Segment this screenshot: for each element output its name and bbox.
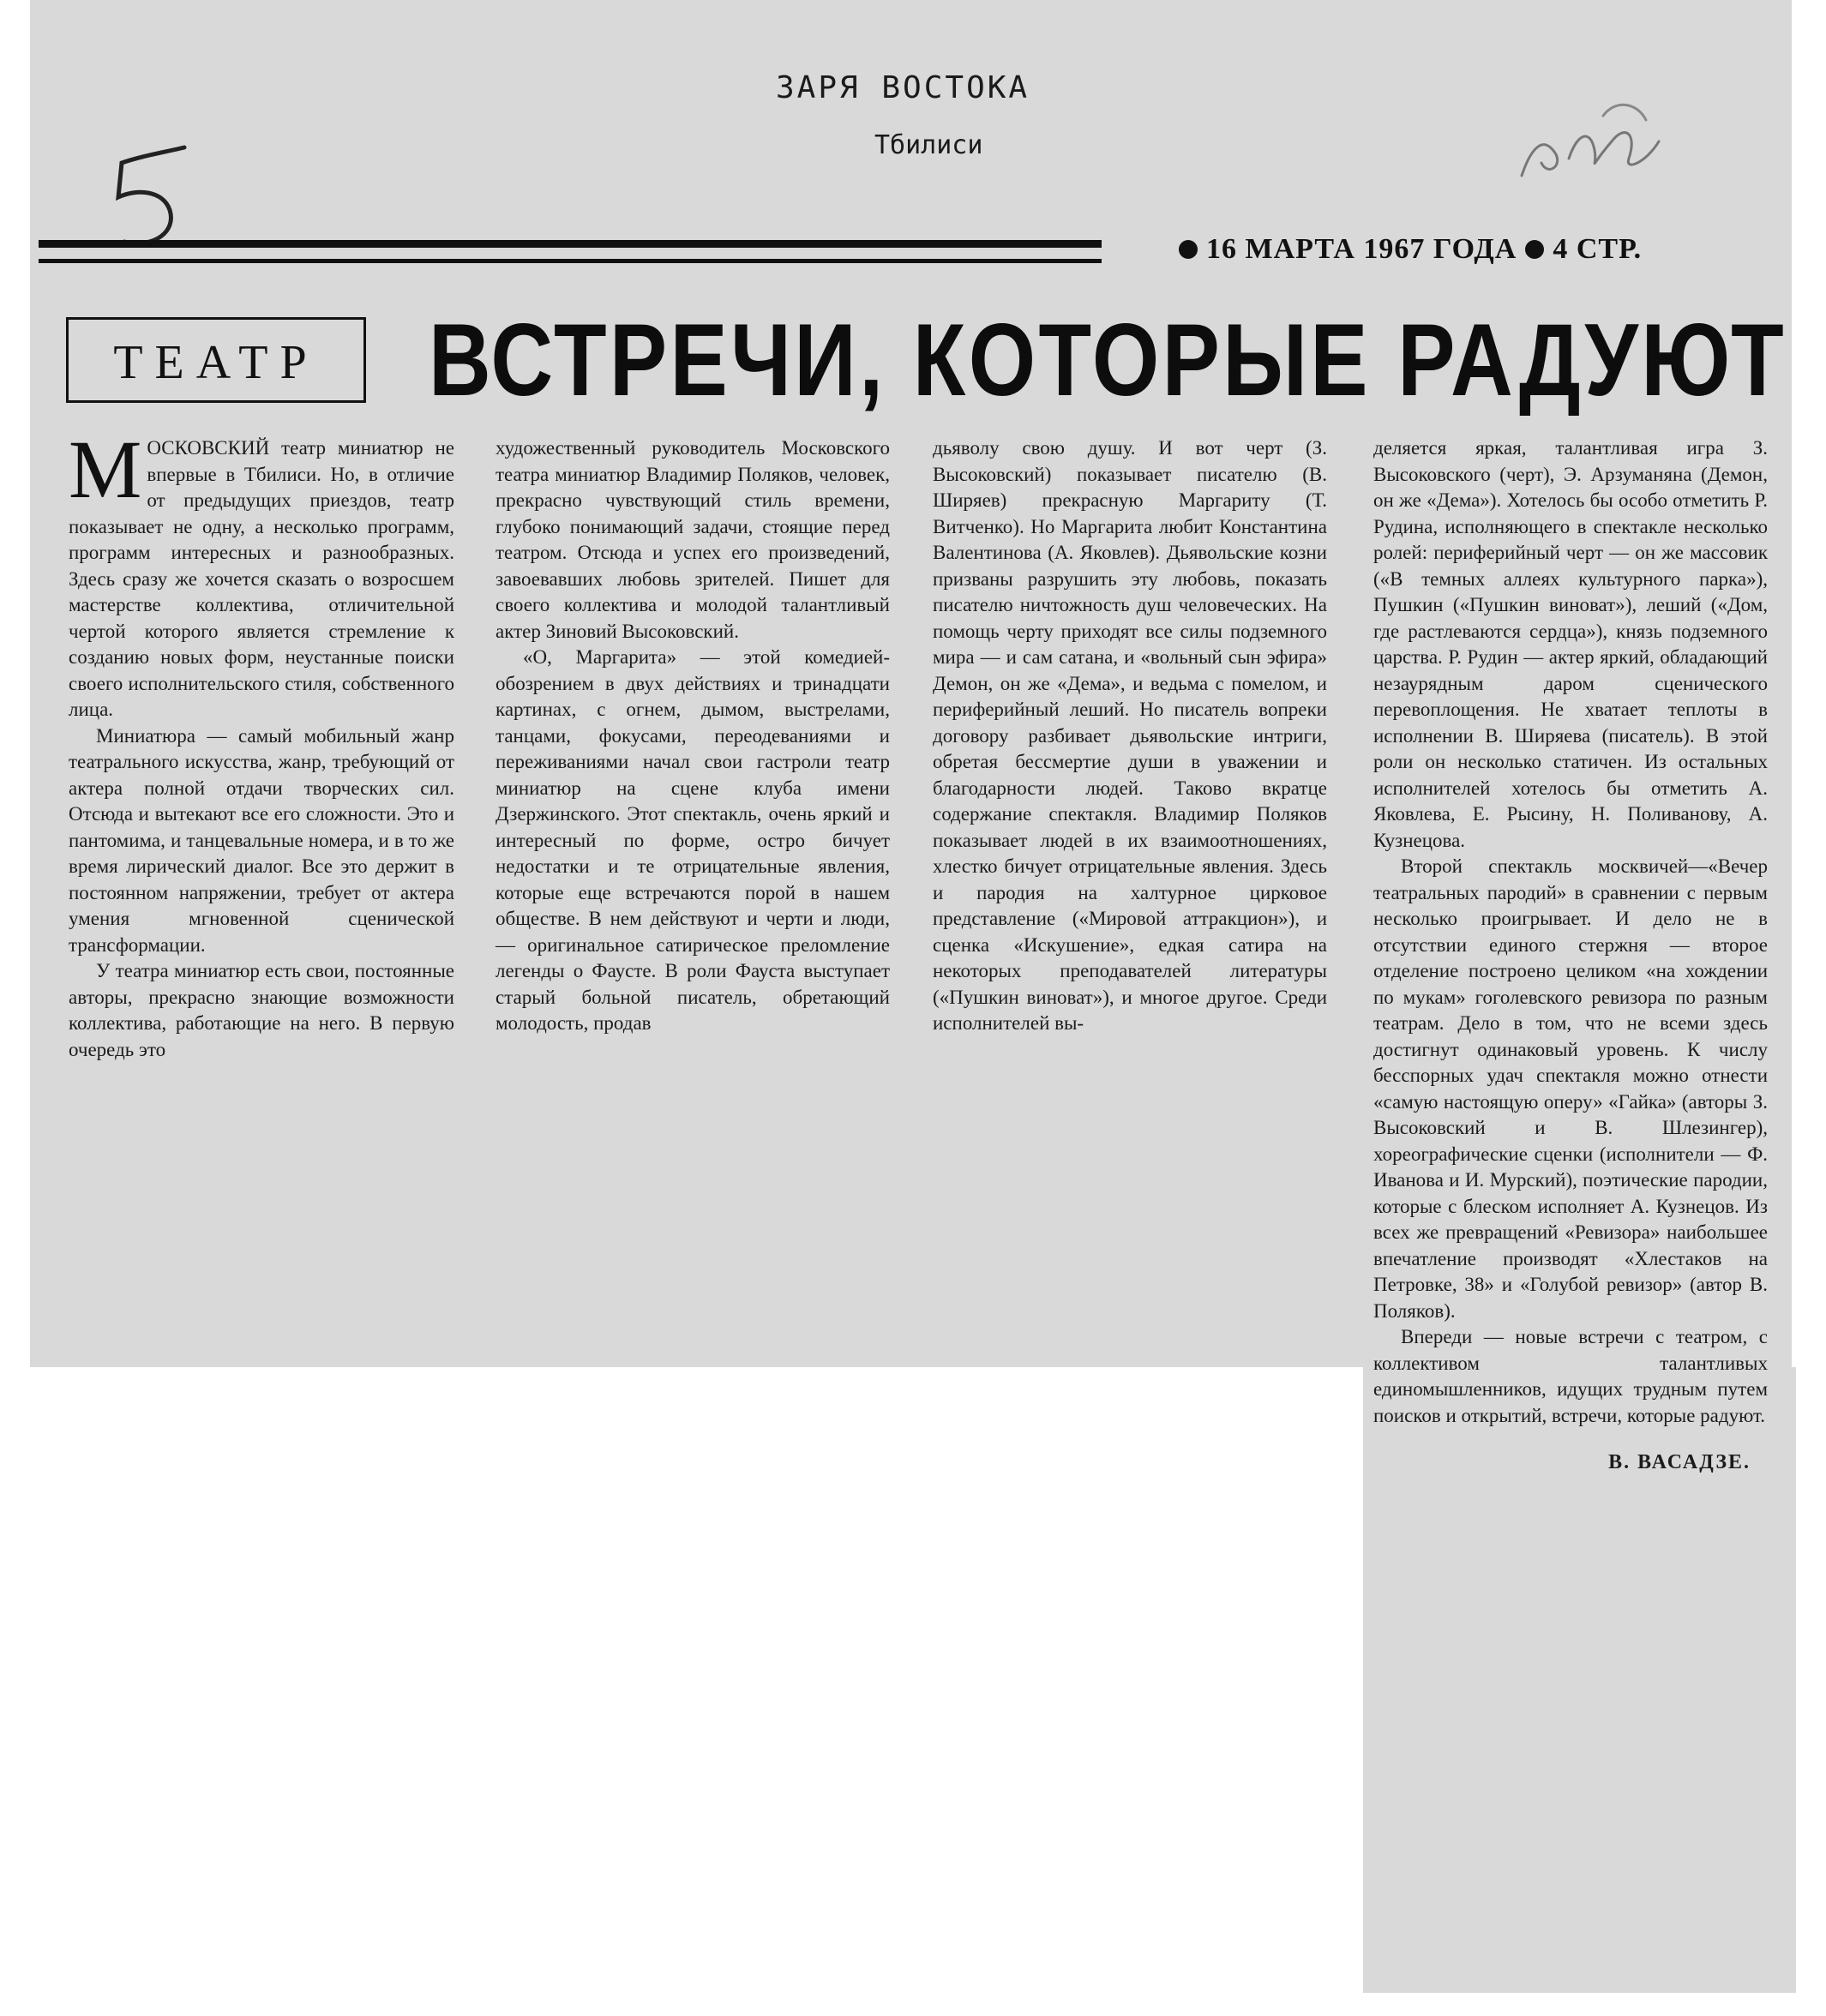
paragraph: У театра миниатюр есть свои, постоянные авторы, прекрасно знающие возможности коллектива, работающие на него. В первую очередь это	[69, 960, 454, 1060]
headline: ВСТРЕЧИ, КОТОРЫЕ РАДУЮТ	[429, 303, 1787, 417]
section-label: ТЕАТР	[113, 336, 319, 389]
paragraph: Миниатюра — самый мобильный жанр театрального искусства, жанр, требующий от актера полной отдачи творческих сил. Отсюда и вытекают все его сложности. Это и пантомима, и танцевальные номера, и в то же время лирический диалог. Все это держит в постоянном напряжении, требует от актера умения мгновенной сценической трансформации.	[69, 724, 454, 956]
article-column-1	[69, 423, 454, 1063]
bullet-icon	[1525, 240, 1544, 259]
paragraph: художественный руководитель Московского театра миниатюр Владимир Поляков, человек, прекрасно чувствующий стиль времени, глубоко понимающий задачи, стоящие перед театром. Отсюда и успех его произведений, завоевавших любовь зрителей. Пишет для своего коллектива и молодой талантливый актер Зиновий Высоковский.	[496, 437, 890, 642]
bullet-icon	[1179, 240, 1198, 259]
city-stamp: Тбилиси	[874, 130, 983, 160]
handwritten-number-five	[103, 137, 197, 257]
paragraph: Впереди — новые встречи с театром, с коллективом талантливых единомышленников, идущих трудным путем поисков и открытий, встречи, которые радуют.	[1373, 1326, 1768, 1426]
paragraph: дьяволу свою душу. И вот черт (З. Высоковский) показывает писателю (В. Ширяев) прекрасную Маргариту (Т. Витченко). Но Маргарита любит Константина Валентинова (А. Яковлев). Дьявольские козни призваны разрушить эту любовь, показать писателю ничтожность душ человеческих. На помощь черту приходят все силы подземного мира — и сам сатана, и «вольный сын эфира» Демон, он же «Дема», и ведьма с помелом, и периферийный леший. Но писатель вопреки договору разбивает дьявольские интриги, обретая бессмертие души в уважении и благодарности людей. Таково вкратце содержание спектакля. Владимир Поляков показывает людей в их взаимоотношениях, хлестко бичует отрицательные явления. Здесь и пародия на халтурное цирковое представление («Мировой аттракцион»), и сценка «Искушение», едкая сатира на некоторых преподавателей литературы («Пушкин виноват»), и многое другое. Среди исполнителей вы-	[933, 437, 1327, 1034]
issue-date: 16 МАРТА 1967 ГОДА	[1206, 233, 1517, 265]
dateline	[1170, 233, 1642, 266]
masthead-rule-thick	[39, 240, 1102, 248]
handwritten-note-scribble	[1509, 81, 1672, 210]
drop-cap: М	[69, 423, 142, 515]
section-label-box	[66, 317, 366, 403]
paragraph: «О, Маргарита» — этой комедией-обозрением в двух действиях и тринадцати картинах, с огнем, дымом, выстрелами, танцами, фокусами, переодеваниями и переживаниями начал свои гастроли театр миниатюр на сцене клуба имени Дзержинского. Этот спектакль, очень яркий и интересный по форме, остро бичует недостатки и те отрицательные явления, которые еще встречаются порой в нашем обществе. В нем действуют и черти и люди, — оригинальное сатирическое преломление легенды о Фаусте. В роли Фауста выступает старый больной писатель, обретающий молодость, продав	[496, 646, 890, 1034]
article-column-4	[1373, 435, 1768, 1476]
author-signature: В. ВАСАДЗЕ.	[1608, 1451, 1751, 1473]
paragraph: Второй спектакль москвичей—«Вечер театральных пародий» в сравнении с первым несколько проигрывает. И дело не в отсутствии единого стержня — второе отделение построено целиком «на хождении по мукам» гоголевского ревизора по разным театрам. Дело в том, что не всеми здесь достигнут одинаковый уровень. К числу бесспорных удач спектакля можно отнести «самую настоящую оперу» «Гайка» (авторы З. Высоковский и В. Шлезингер), хореографические сценки (исполнители — Ф. Иванова и И. Мурский), поэтические пародии, которые с блеском исполняет А. Кузнецов. Из всех же превращений «Ревизора» наибольшее впечатление производят «Хлестаков на Петровке, 38» и «Голубой ревизор» (автор В. Поляков).	[1373, 855, 1768, 1322]
article-column-2	[496, 435, 890, 1037]
page-number: 4 СТР.	[1553, 233, 1643, 265]
newspaper-stamp: ЗАРЯ ВОСТОКА	[776, 70, 1030, 105]
masthead-rule-thin	[39, 259, 1102, 263]
paragraph: деляется яркая, талантливая игра З. Высоковского (черт), Э. Арзуманяна (Демон, он же «Дема»). Хотелось бы особо отметить Р. Рудина, исполняющего в спектакле несколько ролей: периферийный черт — он же массовик («В темных аллеях культурного парка»), Пушкин («Пушкин виноват»), леший («Дом, где растлеваются сердца»), князь подземного царства. Р. Рудин — актер яркий, обладающий незаурядным даром сценического перевоплощения. Не хватает теплоты в исполнении В. Ширяева (писатель). В этой роли он несколько статичен. Из остальных исполнителей хотелось бы отметить А. Яковлева, Е. Рысину, Н. Поливанову, А. Кузнецова.	[1373, 437, 1768, 851]
article-column-3	[933, 435, 1327, 1037]
paragraph: МОСКОВСКИЙ театр миниатюр не впервые в Тбилиси. Но, в отличие от предыдущих приездов, театр показывает не одну, а несколько программ, программ интересных и разнообразных. Здесь сразу же хочется сказать о возросшем мастерстве коллектива, отличительной чертой которого является стремление к созданию новых форм, неустанные поиски своего исполнительского стиля, собственного лица.	[69, 423, 454, 720]
